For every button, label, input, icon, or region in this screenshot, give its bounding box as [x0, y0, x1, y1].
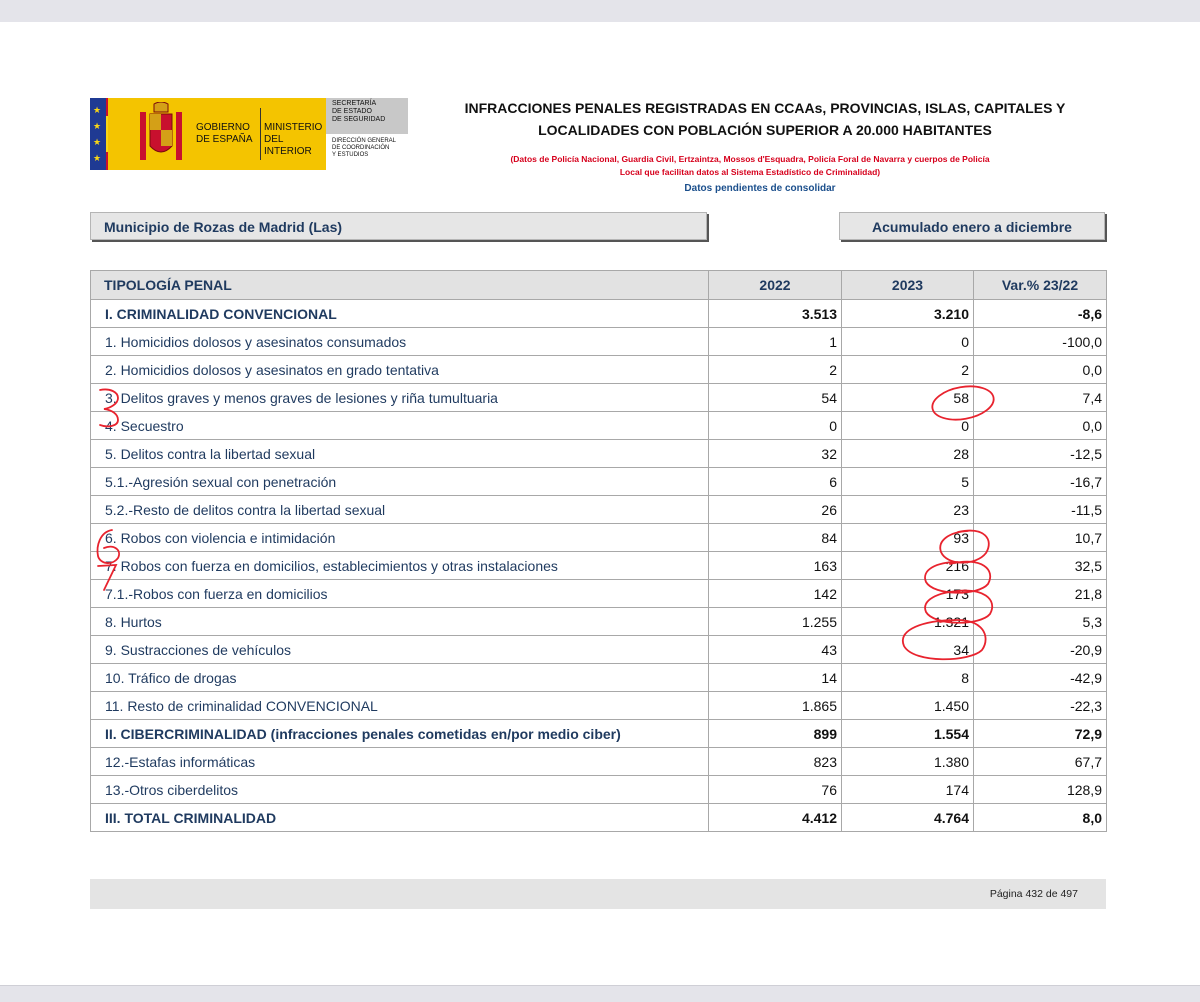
value-variation: -16,7: [974, 468, 1107, 496]
value-variation: -100,0: [974, 328, 1107, 356]
value-2023: 2: [842, 356, 974, 384]
row-label: 8. Hurtos: [91, 608, 709, 636]
source-line: Local que facilitan datos al Sistema Estadístico de Criminalidad): [619, 167, 881, 177]
table-row: [91, 720, 1107, 748]
table-row: [91, 384, 1107, 412]
secretaria-text: [332, 100, 385, 124]
value-variation: -20,9: [974, 636, 1107, 664]
value-variation: 5,3: [974, 608, 1107, 636]
table-row: [91, 748, 1107, 776]
value-2022: 142: [709, 580, 842, 608]
row-label: 7. Robos con fuerza en domicilios, establecimientos y otras instalaciones: [91, 552, 709, 580]
table-row: [91, 552, 1107, 580]
value-2023: 173: [842, 580, 974, 608]
star-icon: ★: [93, 105, 102, 115]
row-label: 3. Delitos graves y menos graves de lesiones y riña tumultuaria: [91, 384, 709, 412]
table-row: [91, 440, 1107, 468]
table-body: [91, 300, 1107, 832]
value-2022: 163: [709, 552, 842, 580]
table-row: [91, 636, 1107, 664]
table-row: [91, 776, 1107, 804]
viewer-top-bar: [0, 0, 1200, 23]
value-variation: -12,5: [974, 440, 1107, 468]
table-row: [91, 328, 1107, 356]
value-2023: 0: [842, 328, 974, 356]
row-label: 11. Resto de criminalidad CONVENCIONAL: [91, 692, 709, 720]
row-label: III. TOTAL CRIMINALIDAD: [91, 804, 709, 832]
value-2023: 23: [842, 496, 974, 524]
value-variation: 128,9: [974, 776, 1107, 804]
value-2023: 3.210: [842, 300, 974, 328]
value-2022: 54: [709, 384, 842, 412]
table-row: [91, 692, 1107, 720]
title-line: INFRACCIONES PENALES REGISTRADAS EN CCAAs, PROVINCIAS, ISLAS, CAPITALES Y: [464, 100, 1066, 116]
value-variation: 7,4: [974, 384, 1107, 412]
header-variation: Var.% 23/22: [974, 271, 1107, 300]
value-2023: 28: [842, 440, 974, 468]
title-line: LOCALIDADES CON POBLACIÓN SUPERIOR A 20.000 HABITANTES: [538, 122, 992, 138]
value-2022: 84: [709, 524, 842, 552]
value-2023: 58: [842, 384, 974, 412]
row-label: 10. Tráfico de drogas: [91, 664, 709, 692]
pending-note: Datos pendientes de consolidar: [684, 183, 836, 194]
secretaria-header: [326, 98, 408, 134]
row-label: 13.-Otros ciberdelitos: [91, 776, 709, 804]
table-row: [91, 580, 1107, 608]
value-2022: 2: [709, 356, 842, 384]
value-2022: 899: [709, 720, 842, 748]
star-icon: ★: [93, 121, 102, 131]
value-2022: 14: [709, 664, 842, 692]
crime-table: [90, 270, 1107, 832]
value-2023: 4.764: [842, 804, 974, 832]
header-tipologia: TIPOLOGÍA PENAL: [91, 271, 709, 300]
row-label: 1. Homicidios dolosos y asesinatos consumados: [91, 328, 709, 356]
value-2023: 34: [842, 636, 974, 664]
logo-gold-box: [108, 98, 326, 170]
table-row: [91, 664, 1107, 692]
table-header-row: [91, 271, 1107, 300]
star-icon: ★: [93, 153, 102, 163]
coat-of-arms-icon: [136, 102, 186, 166]
value-variation: -22,3: [974, 692, 1107, 720]
direccion-text: [332, 138, 396, 159]
value-variation: 32,5: [974, 552, 1107, 580]
logo-line: DE ESPAÑA: [196, 134, 253, 145]
value-2023: 1.380: [842, 748, 974, 776]
secretaria-box: [326, 98, 408, 170]
row-label: 4. Secuestro: [91, 412, 709, 440]
period-label: Acumulado enero a diciembre: [839, 212, 1105, 240]
value-variation: 67,7: [974, 748, 1107, 776]
row-label: 2. Homicidios dolosos y asesinatos en grado tentativa: [91, 356, 709, 384]
value-variation: 72,9: [974, 720, 1107, 748]
header-2022: 2022: [709, 271, 842, 300]
logo-line: DE SEGURIDAD: [332, 116, 386, 123]
value-2023: 1.450: [842, 692, 974, 720]
row-label: II. CIBERCRIMINALIDAD (infracciones penales cometidas en/por medio ciber): [91, 720, 709, 748]
value-2022: 3.513: [709, 300, 842, 328]
value-2023: 8: [842, 664, 974, 692]
table-row: [91, 412, 1107, 440]
logo-line: DE COORDINACIÓN: [332, 145, 390, 151]
row-label: 12.-Estafas informáticas: [91, 748, 709, 776]
data-source-note: [480, 153, 1020, 179]
value-2022: 26: [709, 496, 842, 524]
value-2022: 43: [709, 636, 842, 664]
row-label: 9. Sustracciones de vehículos: [91, 636, 709, 664]
value-2023: 5: [842, 468, 974, 496]
value-variation: 0,0: [974, 412, 1107, 440]
header-2023: 2023: [842, 271, 974, 300]
logo-line: MINISTERIO: [264, 122, 323, 133]
row-label: I. CRIMINALIDAD CONVENCIONAL: [91, 300, 709, 328]
value-variation: -42,9: [974, 664, 1107, 692]
table-row: [91, 608, 1107, 636]
page-footer: [90, 879, 1106, 909]
value-2023: 174: [842, 776, 974, 804]
logo-line: DE ESTADO: [332, 108, 372, 115]
ministerio-text: [264, 122, 326, 158]
row-label: 5. Delitos contra la libertad sexual: [91, 440, 709, 468]
logo-line: SECRETARÍA: [332, 100, 377, 107]
source-line: (Datos de Policía Nacional, Guardia Civil, Ertzaintza, Mossos d'Esquadra, Policía Foral de Navarra y cuerpos de Policía: [510, 154, 990, 164]
table-row: [91, 300, 1107, 328]
table-row: [91, 356, 1107, 384]
logo-line: DIRECCIÓN GENERAL: [332, 138, 397, 144]
value-variation: 8,0: [974, 804, 1107, 832]
value-2023: 93: [842, 524, 974, 552]
value-variation: 0,0: [974, 356, 1107, 384]
value-variation: -8,6: [974, 300, 1107, 328]
table-row: [91, 524, 1107, 552]
value-2022: 1.255: [709, 608, 842, 636]
value-2022: 32: [709, 440, 842, 468]
row-label: 5.2.-Resto de delitos contra la libertad sexual: [91, 496, 709, 524]
document-title: [450, 97, 1080, 141]
logo-line: DEL INTERIOR: [264, 134, 312, 157]
logo-divider: [260, 108, 261, 160]
page-number: Página 432 de 497: [989, 888, 1078, 900]
table-row: [91, 496, 1107, 524]
value-variation: 10,7: [974, 524, 1107, 552]
value-2023: 1.554: [842, 720, 974, 748]
value-2022: 6: [709, 468, 842, 496]
eu-flag-strip: [90, 98, 106, 170]
row-label: 6. Robos con violencia e intimidación: [91, 524, 709, 552]
gobierno-text: [196, 122, 253, 146]
municipality-label: Municipio de Rozas de Madrid (Las): [90, 212, 707, 240]
value-2023: 1.321: [842, 608, 974, 636]
value-2022: 4.412: [709, 804, 842, 832]
table-row: [91, 468, 1107, 496]
table-row: [91, 804, 1107, 832]
value-2023: 216: [842, 552, 974, 580]
value-2023: 0: [842, 412, 974, 440]
logo-line: GOBIERNO: [196, 122, 250, 133]
row-label: 7.1.-Robos con fuerza en domicilios: [91, 580, 709, 608]
value-variation: 21,8: [974, 580, 1107, 608]
star-icon: ★: [93, 137, 102, 147]
government-logo: [90, 98, 408, 170]
value-2022: 1.865: [709, 692, 842, 720]
row-label: 5.1.-Agresión sexual con penetración: [91, 468, 709, 496]
value-2022: 0: [709, 412, 842, 440]
value-2022: 823: [709, 748, 842, 776]
value-2022: 76: [709, 776, 842, 804]
viewer-bottom-bar: [0, 985, 1200, 1002]
value-variation: -11,5: [974, 496, 1107, 524]
logo-line: Y ESTUDIOS: [332, 152, 369, 158]
value-2022: 1: [709, 328, 842, 356]
